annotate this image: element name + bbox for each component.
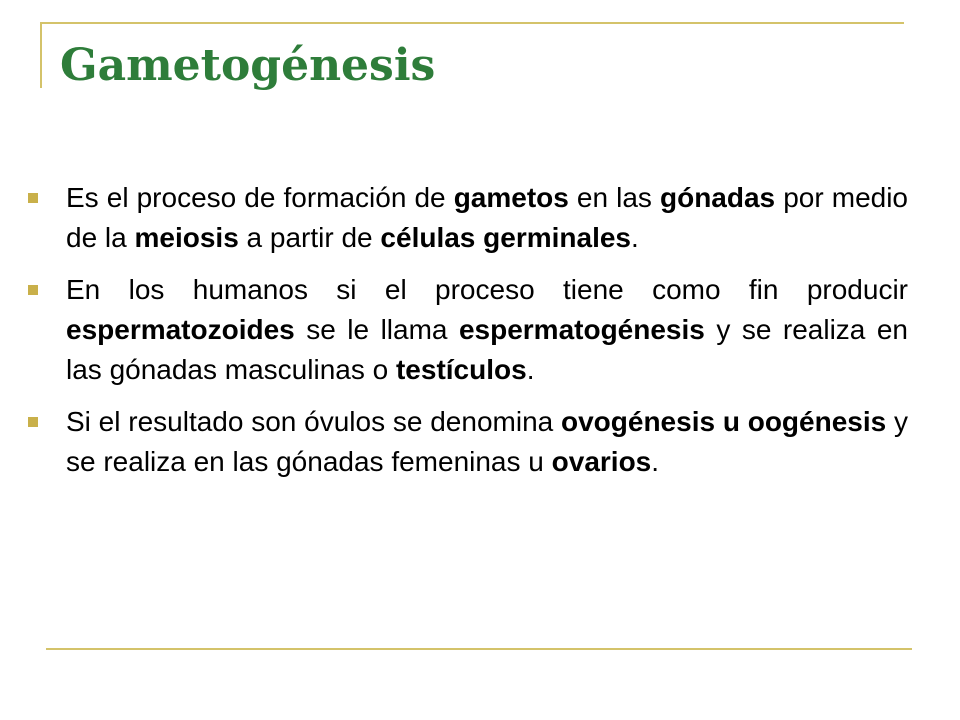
bold-term-ovogenesis: ovogénesis u oogénesis [561, 406, 887, 437]
bold-term-espermatozoides: espermatozoides [66, 314, 295, 345]
bold-term-gametos: gametos [453, 182, 569, 213]
text-segment: por medio de la [66, 182, 909, 253]
text-segment: Es el proceso de formación de [66, 182, 454, 213]
text-segment: y se realiza en las gónadas masculinas o [66, 314, 908, 385]
bottom-rule [46, 648, 912, 650]
square-bullet-icon [28, 193, 38, 203]
text-segment: Si el resultado son óvulos se denomina [66, 406, 561, 437]
text-segment: . [526, 354, 535, 385]
bold-term-espermatogenesis: espermatogénesis [458, 314, 705, 345]
square-bullet-icon [28, 417, 38, 427]
bullet-item-espermatogenesis [28, 270, 908, 390]
bold-term-celulas-germinales: células germinales [380, 222, 631, 253]
bold-term-meiosis: meiosis [134, 222, 239, 253]
text-segment: se le llama [294, 314, 459, 345]
bullet-text [66, 406, 908, 477]
bold-term-ovarios: ovarios [551, 446, 652, 477]
bullet-item-ovogenesis [28, 402, 908, 482]
bold-term-gonadas: gónadas [660, 182, 776, 213]
text-segment: en las [568, 182, 660, 213]
text-segment: a partir de [238, 222, 381, 253]
bullet-list [28, 178, 908, 494]
bullet-text [66, 274, 908, 385]
bullet-item-gametogenesis-definition [28, 178, 908, 258]
left-rule [40, 22, 42, 88]
top-rule [40, 22, 904, 24]
text-segment: . [631, 222, 639, 253]
text-segment: . [651, 446, 660, 477]
square-bullet-icon [28, 285, 38, 295]
text-segment: En los humanos si el proceso tiene como fin producir [66, 274, 908, 305]
slide-title: Gametogénesis [60, 40, 436, 91]
bold-term-testiculos: testículos [395, 354, 527, 385]
bullet-text [66, 182, 908, 253]
text-segment: y se realiza en las gónadas femeninas u [66, 406, 909, 477]
